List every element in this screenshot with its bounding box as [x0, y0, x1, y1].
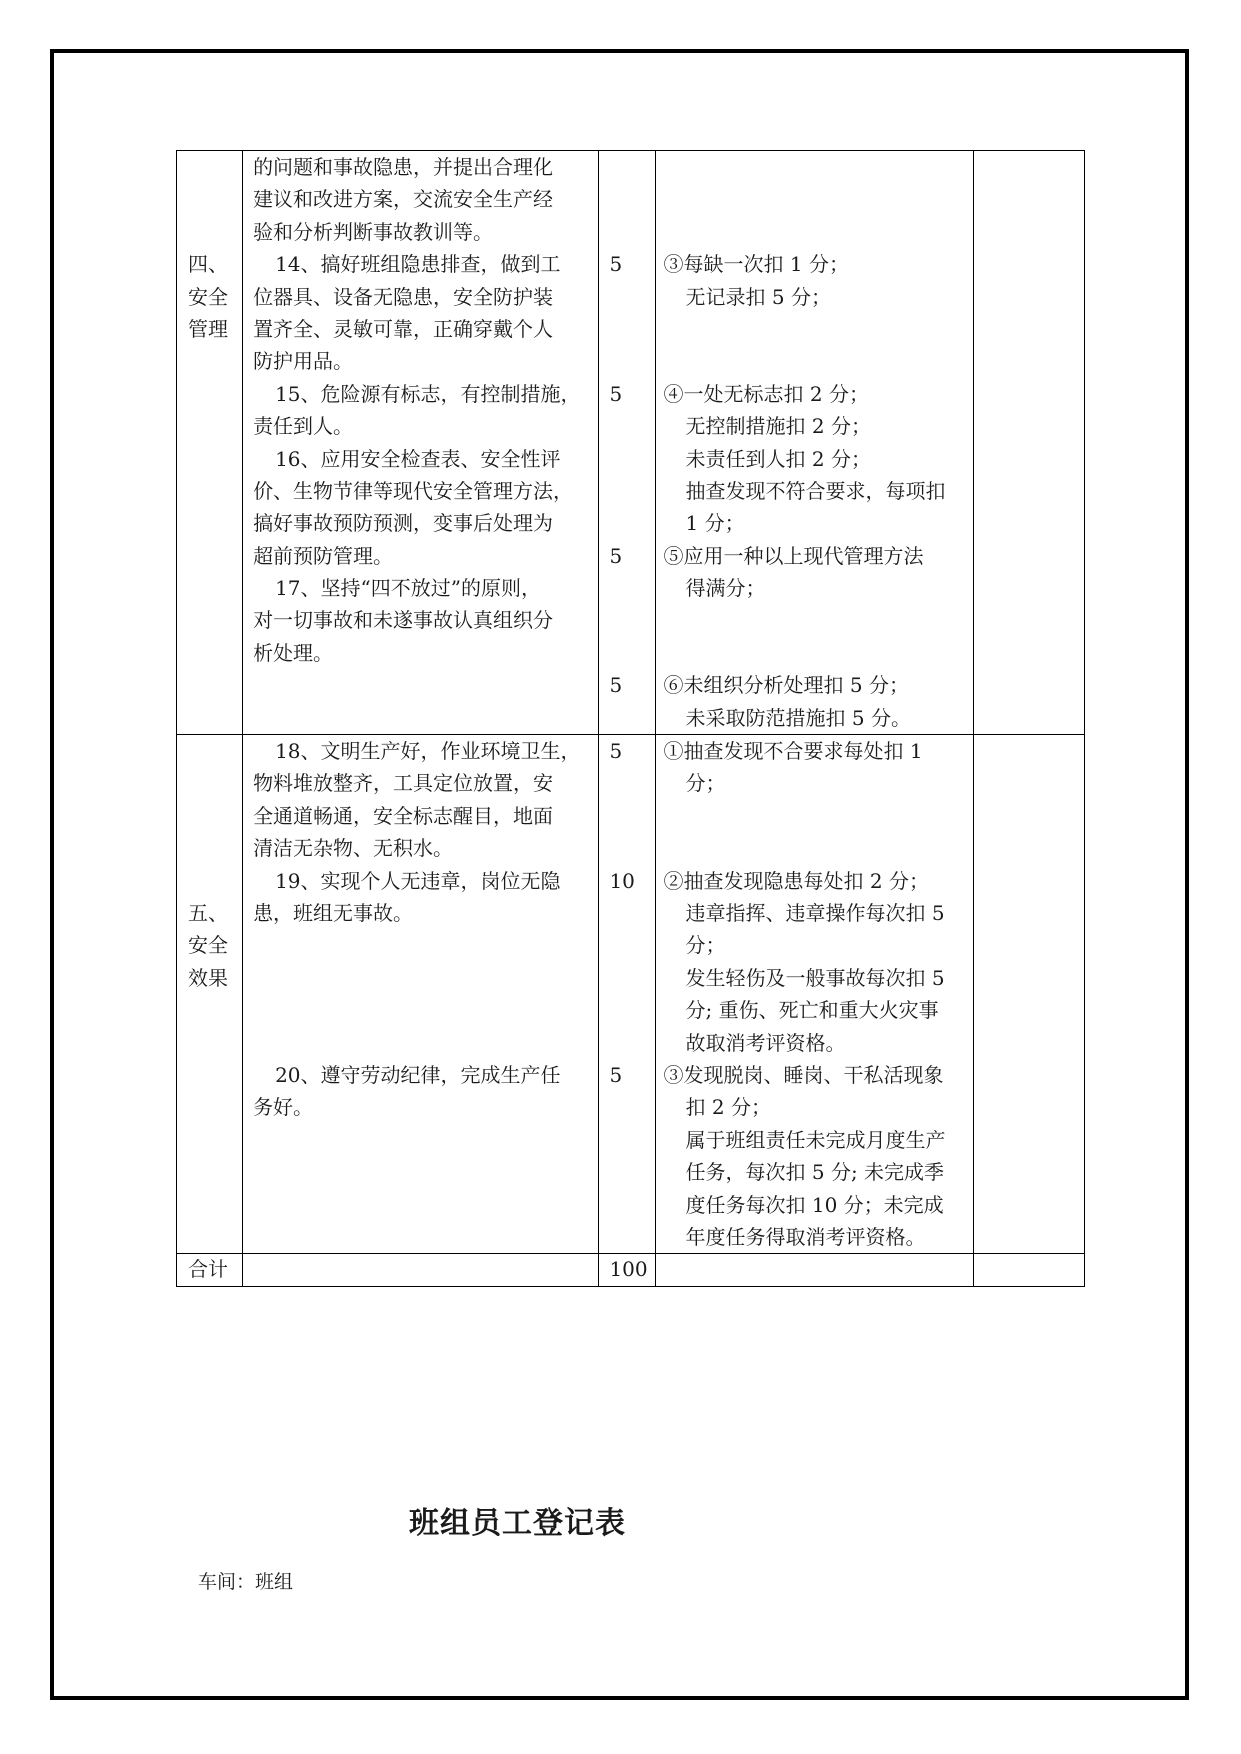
content-line: 验和分析判断事故教训等。	[253, 219, 494, 244]
criteria-line: 未采取防范措施扣 5 分。	[685, 705, 911, 730]
section-score-cell	[599, 735, 655, 1254]
criteria-line: ②抽查发现隐患每处扣 2 分；	[663, 868, 929, 893]
score-value: 5	[609, 673, 623, 698]
total-score-cell	[599, 1254, 655, 1287]
content-line	[253, 1027, 598, 1059]
score-value	[609, 475, 654, 507]
content-line: 19、实现个人无违章，岗位无隐	[275, 868, 561, 893]
content-line: 15、危险源有标志，有控制措施，	[275, 381, 581, 406]
content-line: 析处理。	[253, 640, 334, 665]
section-category-cell	[177, 735, 243, 1254]
criteria-line: 属于班组责任未完成月度生产	[685, 1127, 946, 1152]
score-value	[609, 897, 654, 929]
section-row	[177, 151, 1085, 735]
criteria-line	[664, 637, 973, 669]
criteria-line: 无记录扣 5 分；	[685, 284, 831, 309]
criteria-line: ①抽查发现不合要求每处扣 1	[663, 739, 923, 764]
form-title: 班组员工登记表	[409, 1506, 626, 1541]
section-category-label: 管理	[188, 316, 228, 341]
criteria-line: 度任务每次扣 10 分；未完成	[685, 1192, 944, 1217]
criteria-line: ⑥未组织分析处理扣 5 分；	[663, 673, 909, 698]
score-value	[609, 183, 654, 215]
score-value	[609, 572, 654, 604]
workshop-label: 车间：班组	[198, 1571, 294, 1593]
score-value	[609, 443, 654, 475]
total-label: 合计	[188, 1257, 228, 1282]
score-value	[609, 345, 654, 377]
total-blank-cell	[973, 1254, 1084, 1287]
total-score: 100	[609, 1257, 648, 1282]
content-line: 对一切事故和未遂事故认真组织分	[253, 608, 554, 633]
total-row	[177, 1254, 1085, 1287]
score-value	[609, 151, 654, 183]
score-value	[609, 800, 654, 832]
total-criteria-cell	[655, 1254, 973, 1287]
criteria-line: ③每缺一次扣 1 分；	[663, 252, 849, 277]
assessment-table	[176, 150, 1085, 1287]
criteria-line: 得满分；	[685, 576, 766, 601]
score-value: 5	[609, 1062, 623, 1087]
total-label-cell	[177, 1254, 243, 1287]
content-line: 务好。	[253, 1095, 314, 1120]
content-line: 17、坚持“四不放过”的原则，	[275, 576, 541, 601]
criteria-line	[664, 604, 973, 636]
score-value	[609, 281, 654, 313]
content-line: 防护用品。	[253, 349, 354, 374]
section-category-label: 安全	[188, 284, 228, 309]
content-line: 价、生物节律等现代安全管理方法，	[253, 478, 574, 503]
section-content-cell	[243, 735, 599, 1254]
score-value	[609, 767, 654, 799]
content-line	[253, 994, 598, 1026]
score-value	[609, 216, 654, 248]
criteria-line: 违章指挥、违章操作每次扣 5	[685, 900, 945, 925]
score-value: 5	[609, 252, 623, 277]
content-line: 全通道畅通，安全标志醒目，地面	[253, 803, 554, 828]
score-value	[609, 962, 654, 994]
content-line: 的问题和事故隐患，并提出合理化	[253, 155, 554, 179]
content-line	[253, 962, 598, 994]
content-line	[253, 929, 598, 961]
criteria-line	[664, 216, 973, 248]
score-value	[609, 604, 654, 636]
content-line: 位器具、设备无隐患，安全防护装	[253, 284, 554, 309]
criteria-line: 故取消考评资格。	[685, 1030, 846, 1055]
score-value: 5	[609, 543, 623, 568]
score-value	[609, 637, 654, 669]
content-line: 责任到人。	[253, 414, 354, 439]
section-criteria-cell	[655, 735, 973, 1254]
content-line: 搞好事故预防预测，变事后处理为	[253, 511, 554, 536]
content-line: 清洁无杂物、无积水。	[253, 836, 454, 861]
score-value: 5	[609, 381, 623, 406]
criteria-line: 分；	[685, 933, 726, 958]
score-value	[609, 313, 654, 345]
content-line: 置齐全、灵敏可靠，正确穿戴个人	[253, 316, 554, 341]
section-category-label: 四、	[188, 252, 228, 277]
score-value	[609, 929, 654, 961]
criteria-line: 1 分；	[685, 511, 745, 536]
criteria-line	[664, 183, 973, 215]
criteria-line: 分; 重伤、死亡和重大火灾事	[685, 998, 939, 1023]
criteria-line	[664, 313, 973, 345]
content-line: 物料堆放整齐，工具定位放置，安	[253, 771, 554, 796]
total-content-cell	[243, 1254, 599, 1287]
criteria-line: ③发现脱岗、睡岗、干私活现象	[663, 1062, 944, 1087]
score-value	[609, 994, 654, 1026]
content-line: 超前预防管理。	[253, 543, 394, 568]
criteria-line: 任务，每次扣 5 分; 未完成季	[685, 1160, 945, 1185]
criteria-line: 年度任务得取消考评资格。	[685, 1224, 926, 1249]
section-category-label: 五、	[188, 900, 228, 925]
criteria-line: 未责任到人扣 2 分；	[685, 446, 871, 471]
section-category-label: 效果	[188, 965, 228, 990]
score-value: 10	[609, 868, 635, 893]
criteria-line: 分；	[685, 771, 726, 796]
content-line	[253, 669, 598, 701]
content-line: 16、应用安全检查表、安全性评	[275, 446, 561, 471]
section-criteria-cell	[655, 151, 973, 735]
score-value	[609, 1027, 654, 1059]
content-line: 20、遵守劳动纪律，完成生产任	[275, 1062, 561, 1087]
criteria-line: 发生轻伤及一般事故每次扣 5	[685, 965, 945, 990]
criteria-line: 无控制措施扣 2 分；	[685, 414, 871, 439]
section-score-cell	[599, 151, 655, 735]
content-line: 18、文明生产好，作业环境卫生，	[275, 739, 581, 764]
score-value	[609, 832, 654, 864]
section-row	[177, 735, 1085, 1254]
criteria-line	[664, 832, 973, 864]
criteria-line	[664, 345, 973, 377]
score-value	[609, 507, 654, 539]
content-line: 患，班组无事故。	[253, 900, 414, 925]
criteria-line	[664, 800, 973, 832]
criteria-line: 扣 2 分；	[685, 1095, 771, 1120]
section-category-cell	[177, 151, 243, 735]
section-content-cell	[243, 151, 599, 735]
criteria-line: 抽查发现不符合要求，每项扣	[685, 478, 946, 503]
content-line: 14、搞好班组隐患排查，做到工	[275, 252, 561, 277]
section-category-label: 安全	[188, 933, 228, 958]
section-remarks-cell	[973, 735, 1084, 1254]
content-line: 建议和改进方案，交流安全生产经	[253, 187, 554, 212]
criteria-line: ⑤应用一种以上现代管理方法	[663, 543, 924, 568]
criteria-line: ④一处无标志扣 2 分；	[663, 381, 869, 406]
score-value	[609, 410, 654, 442]
section-remarks-cell	[973, 151, 1084, 735]
criteria-line	[664, 151, 973, 183]
score-value: 5	[609, 739, 623, 764]
